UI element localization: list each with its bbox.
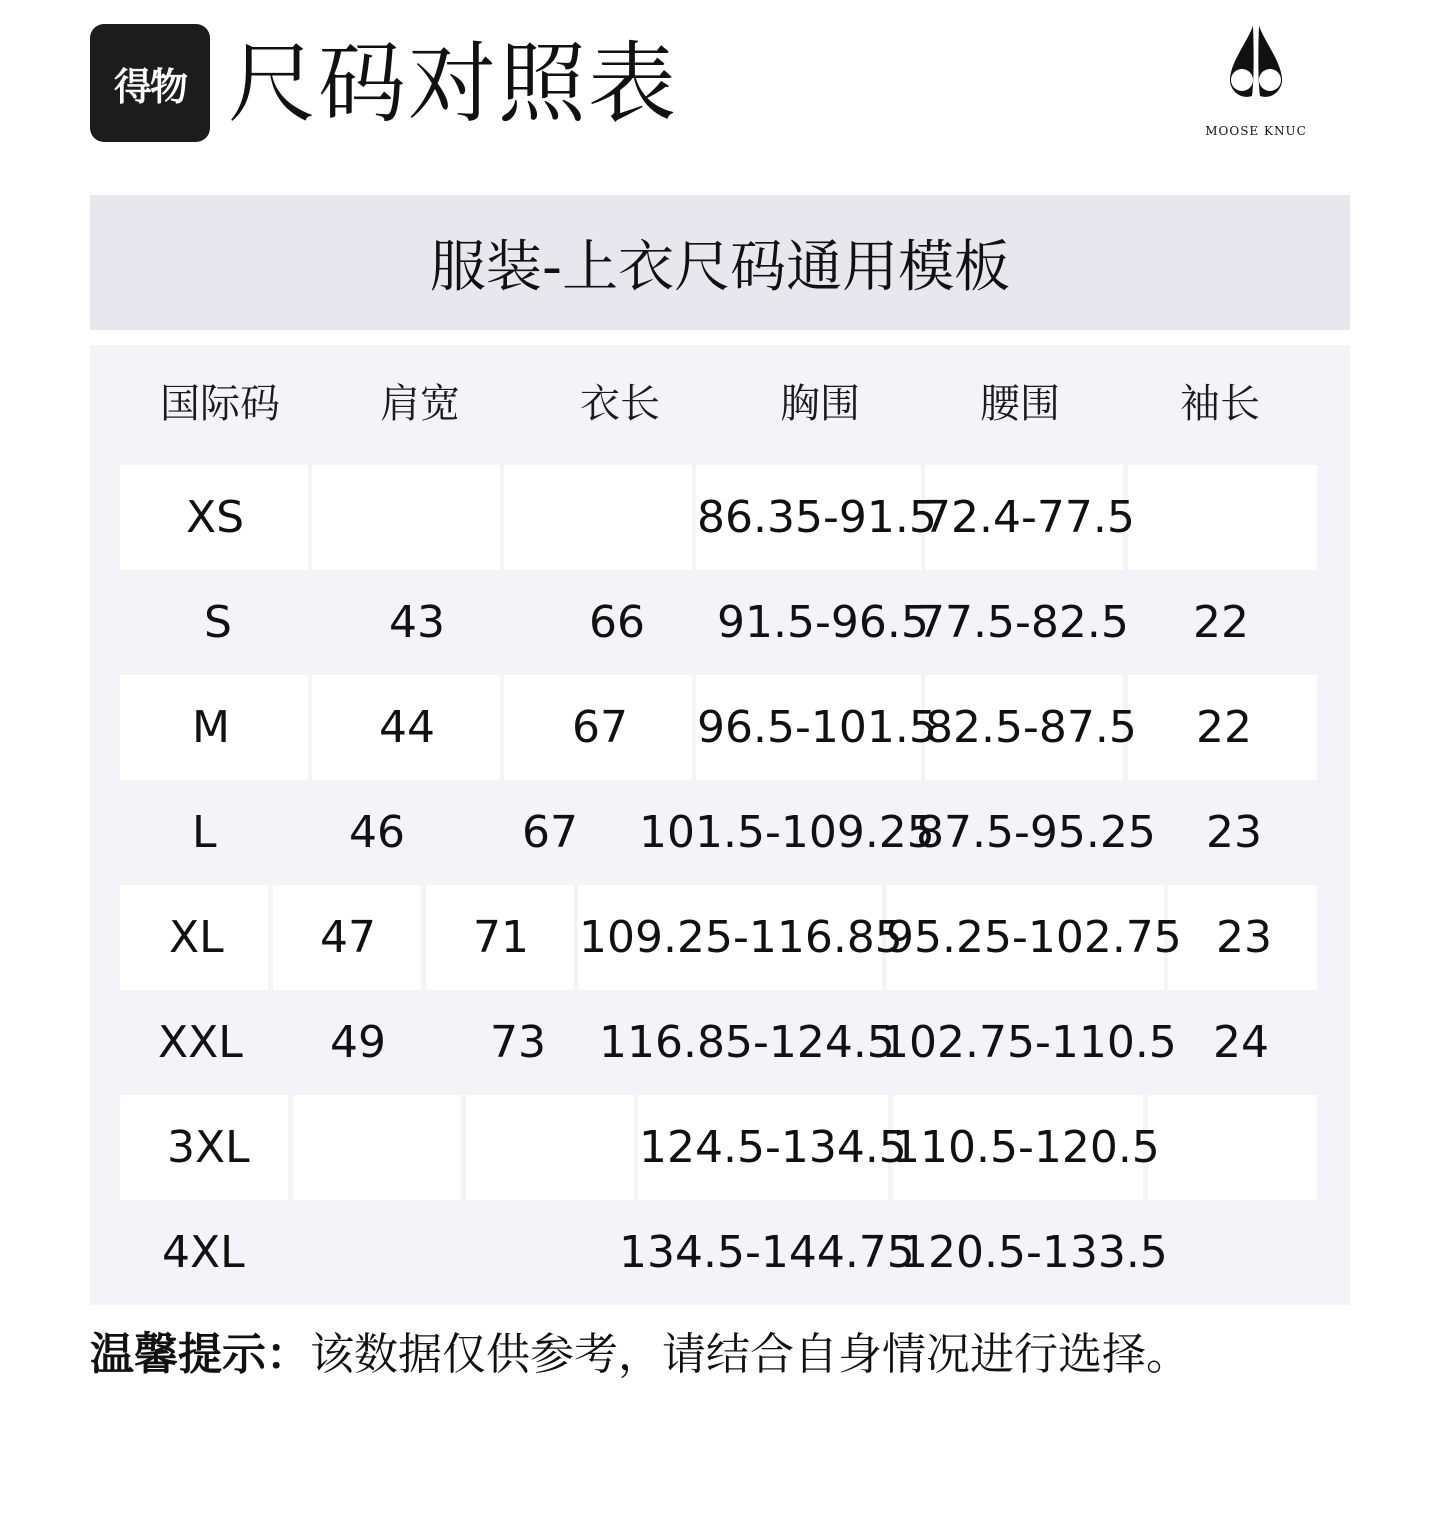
table-row (120, 885, 1317, 990)
template-title: 服装-上衣尺码通用模板 (429, 234, 1011, 300)
column-header-chest: 胸围 (780, 381, 860, 427)
brand-logo (1196, 22, 1316, 146)
cell-shoulder: 49 (330, 1017, 386, 1068)
cell-waist: 82.5-87.5 (925, 702, 1137, 753)
cell-length: 66 (589, 597, 645, 648)
cell-chest: 124.5-134.5 (639, 1122, 907, 1173)
column-header-waist: 腰围 (980, 381, 1060, 427)
cell-chest: 86.35-91.5 (697, 492, 937, 543)
app-logo-text: 得物 (113, 64, 186, 109)
column-header-shoulder: 肩宽 (380, 381, 460, 427)
cell-chest: 101.5-109.25 (639, 807, 935, 858)
cell-size: XS (186, 492, 245, 543)
cell-shoulder: 46 (349, 807, 405, 858)
table-row (120, 570, 1317, 675)
moose-logo-icon (1196, 22, 1316, 122)
table-row (120, 1095, 1317, 1200)
cell-shoulder: 44 (379, 702, 435, 753)
cell-size: XL (169, 912, 224, 963)
cell-chest: 109.25-116.85 (579, 912, 903, 963)
cell-shoulder: 43 (389, 597, 445, 648)
cell-chest: 91.5-96.5 (717, 597, 929, 648)
cell-length: 67 (572, 702, 628, 753)
cell-shoulder: 47 (320, 912, 376, 963)
table-row (120, 990, 1317, 1095)
cell-sleeve: 22 (1196, 702, 1252, 753)
cell-size: S (204, 597, 232, 648)
cell-chest: 96.5-101.5 (697, 702, 937, 753)
cell-waist: 120.5-133.5 (900, 1227, 1168, 1278)
column-header-size: 国际码 (160, 381, 280, 427)
cell-size: 4XL (162, 1227, 245, 1278)
cell-waist: 77.5-82.5 (917, 597, 1129, 648)
cell-chest: 134.5-144.75 (619, 1227, 915, 1278)
cell-size: XXL (158, 1017, 243, 1068)
cell-length: 71 (473, 912, 529, 963)
page-title: 尺码对照表 (228, 32, 679, 135)
cell-size: 3XL (167, 1122, 250, 1173)
cell-waist: 72.4-77.5 (923, 492, 1135, 543)
column-header-length: 衣长 (580, 381, 660, 427)
footer-note (90, 1325, 1190, 1385)
app-logo (90, 24, 210, 142)
brand-text: MOOSE KNUC (1205, 124, 1307, 138)
template-banner (90, 195, 1350, 330)
table-row (120, 780, 1317, 885)
column-header-sleeve: 袖长 (1180, 381, 1260, 427)
table-row (120, 1200, 1317, 1305)
cell-waist: 110.5-120.5 (892, 1122, 1160, 1173)
cell-chest: 116.85-124.5 (599, 1017, 895, 1068)
cell-sleeve: 23 (1206, 807, 1262, 858)
cell-length: 73 (490, 1017, 546, 1068)
cell-size: L (192, 807, 217, 858)
cell-length: 67 (522, 807, 578, 858)
cell-sleeve: 22 (1193, 597, 1249, 648)
cell-waist: 95.25-102.75 (886, 912, 1182, 963)
footer-label: 温馨提示： (90, 1329, 310, 1380)
cell-sleeve: 24 (1213, 1017, 1269, 1068)
cell-size: M (192, 702, 230, 753)
cell-waist: 87.5-95.25 (916, 807, 1156, 858)
footer-text: 该数据仅供参考，请结合自身情况进行选择。 (310, 1329, 1190, 1380)
cell-sleeve: 23 (1216, 912, 1272, 963)
table-row (120, 675, 1317, 780)
table-row (120, 465, 1317, 570)
cell-waist: 102.75-110.5 (881, 1017, 1177, 1068)
